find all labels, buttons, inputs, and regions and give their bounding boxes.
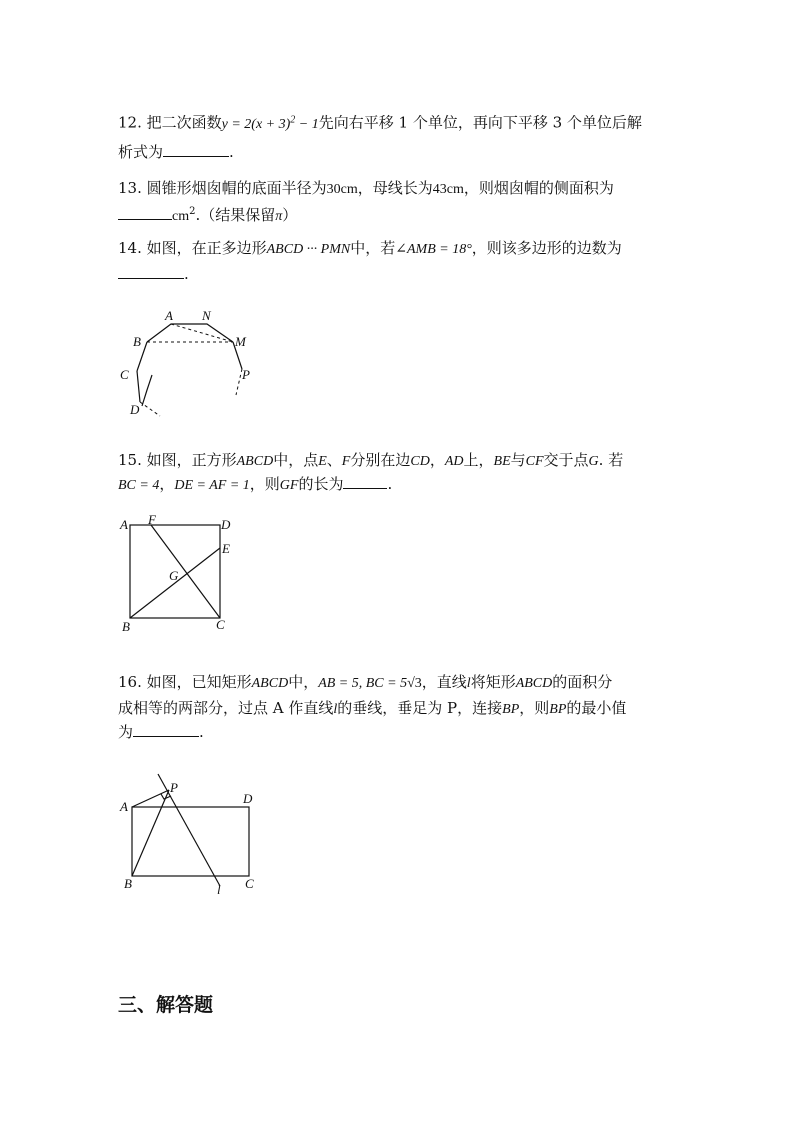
q14-line1: 14. 如图，在正多边形ABCD ··· PMN中，若∠AMB = 18°，则该多边形的边数为 bbox=[118, 239, 622, 257]
point-label-l: l bbox=[217, 882, 221, 897]
q12-formula: $y = 2(x + 3)^2 - 1$ bbox=[221, 114, 319, 132]
point-label-c: C bbox=[245, 876, 254, 891]
segment-cf bbox=[151, 525, 220, 618]
point-label-b: B bbox=[124, 876, 132, 891]
polygon-edges-top bbox=[147, 324, 233, 342]
q16-rectangle-figure bbox=[118, 768, 263, 896]
rectangle-abcd bbox=[132, 807, 249, 876]
q15-line1: 15. 如图，正方形ABCD中，点E、F分别在边CD，AD上，BE与CF交于点G. 若 bbox=[118, 451, 624, 469]
point-label-e: E bbox=[222, 541, 230, 556]
point-label-d: D bbox=[221, 517, 231, 532]
q15-line2: BC = 4，DE = AF = 1，则GF的长为 . bbox=[118, 475, 393, 493]
point-label-b: B bbox=[122, 619, 130, 634]
section-title: 三、解答题 bbox=[118, 994, 214, 1016]
diagonal-am bbox=[171, 324, 233, 342]
polygon-edges-left bbox=[142, 375, 152, 406]
point-label-c: C bbox=[120, 367, 129, 382]
q15-square-figure bbox=[118, 512, 248, 637]
answer-blank[interactable] bbox=[118, 205, 172, 220]
point-label-b: B bbox=[133, 334, 141, 349]
segment-be bbox=[130, 548, 220, 618]
point-label-f: F bbox=[148, 512, 156, 527]
q16-line2: 成相等的两部分，过点 A 作直线l的垂线，垂足为 P，连接BP，则BP的最小值 bbox=[118, 699, 627, 717]
point-label-a: A bbox=[120, 517, 128, 532]
q14-line2: . bbox=[118, 264, 189, 284]
answer-blank[interactable] bbox=[163, 142, 229, 157]
point-label-a: A bbox=[165, 308, 173, 323]
q16-line3: 为 . bbox=[118, 723, 204, 741]
point-label-d: D bbox=[130, 402, 140, 417]
point-label-g: G bbox=[169, 568, 179, 583]
point-label-p: P bbox=[242, 367, 250, 382]
q13-line2: $cm^2$.（结果保留π） bbox=[118, 202, 297, 227]
edge-cd bbox=[137, 371, 140, 402]
q12-line2: 析式为 . bbox=[118, 143, 234, 161]
point-label-d: D bbox=[243, 791, 253, 806]
q14-polygon-figure bbox=[118, 305, 258, 420]
answer-blank[interactable] bbox=[343, 474, 387, 489]
point-label-m: M bbox=[235, 334, 246, 349]
segment-bp bbox=[132, 790, 169, 876]
point-label-p: P bbox=[170, 780, 178, 795]
q13-line1: 13. 圆锥形烟囱帽的底面半径为30cm，母线长为43cm，则烟囱帽的侧面积为 bbox=[118, 179, 614, 197]
answer-blank[interactable] bbox=[118, 264, 184, 279]
q12-line1: 12. 把二次函数$y = 2(x + 3)^2 - 1$先向右平移 1 个单位，再向下平移 3 个单位后解 bbox=[118, 113, 642, 132]
point-label-c: C bbox=[216, 617, 225, 632]
q16-line1: 16. 如图，已知矩形ABCD中，AB = 5, BC = 5√3，直线l将矩形ABCD的面积分 bbox=[118, 673, 613, 691]
point-label-a: A bbox=[120, 799, 128, 814]
point-label-n: N bbox=[202, 308, 211, 323]
answer-blank[interactable] bbox=[133, 722, 199, 737]
